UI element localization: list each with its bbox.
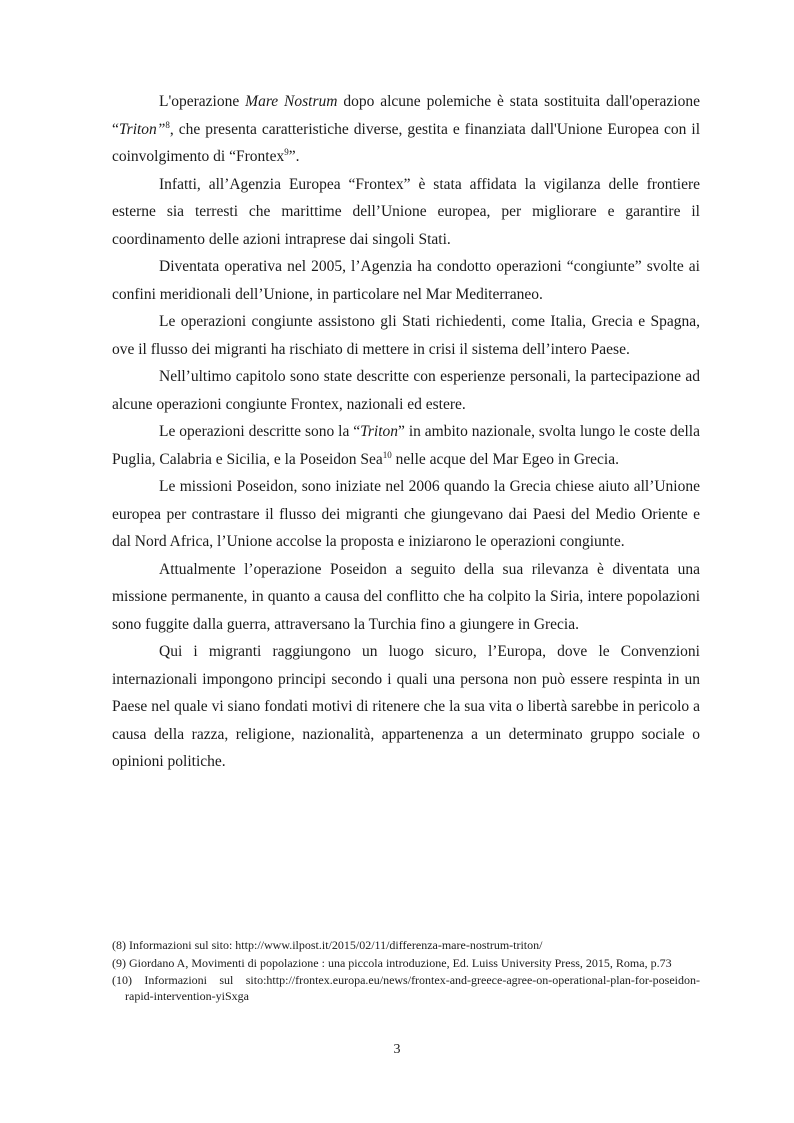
text-run: Nell’ultimo capitolo sono state descritte con esperienze personali, la partecipazione ad alcune operazioni congiunte Frontex, nazionali ed estere.	[112, 368, 700, 413]
paragraph	[112, 88, 700, 171]
footnote-8: (8) Informazioni sul sito: http://www.ilpost.it/2015/02/11/differenza-mare-nostrum-triton/	[112, 938, 543, 952]
paragraph	[112, 556, 700, 639]
text-run: ” in ambito nazionale, svolta lungo le coste della Puglia, Calabria e Sicilia, e la Poseidon Sea	[112, 423, 700, 468]
paragraph	[112, 473, 700, 556]
footnote-ref: 8	[165, 119, 170, 130]
text-run: Diventata operativa nel 2005, l’Agenzia ha condotto operazioni “congiunte” svolte ai confini meridionali dell’Unione, in particolare nel Mar Mediterraneo.	[112, 258, 700, 303]
paragraph	[112, 171, 700, 254]
text-run: nelle acque del Mar Egeo in Grecia.	[391, 450, 619, 468]
text-run: L'operazione	[159, 93, 246, 110]
paragraph	[112, 418, 700, 473]
italic-text: Triton”	[118, 120, 166, 138]
text-run: Qui i migranti raggiungono un luogo sicuro, l’Europa, dove le Convenzioni internazionali impongono principi secondo i quali una persona non può essere respinta in un Paese nel quale vi siano fondati motivi di ritenere che la sua vita o libertà sarebbe in pericolo a causa della razza, religione, nazionalità, appartenenza a un determinato gruppo sociale o opinioni politiche.	[112, 643, 700, 770]
italic-text: Mare Nostrum	[245, 93, 338, 110]
footnote-ref: 9	[284, 146, 289, 157]
text-run: Infatti, all’Agenzia Europea “Frontex” è stata affidata la vigilanza delle frontiere esterne sia terresti che marittime dell’Unione europea, per migliorare e garantire il coordinamento delle azioni intraprese dai singoli Stati.	[112, 175, 700, 248]
footnote-10: (10) Informazioni sul sito:http://frontex.europa.eu/news/frontex-and-greece-agree-on-operational-plan-for-poseidon-rapid-intervention-yiSxga	[112, 973, 700, 1003]
text-run: Le operazioni descritte sono la “	[159, 423, 361, 440]
text-run: Le missioni Poseidon, sono iniziate nel 2006 quando la Grecia chiese aiuto all’Unione europea per contrastare il flusso dei migranti che giungevano dai Paesi del Medio Oriente e dal Nord Africa, l’Unione accolse la proposta e iniziarono le operazioni congiunte.	[112, 478, 700, 550]
text-run: Attualmente l’operazione Poseidon a seguito della sua rilevanza è diventata una missione permanente, in quanto a causa del conflitto che ha colpito la Siria, intere popolazioni sono fuggite dalla guerra, attraversano la Turchia fino a giungere in Grecia.	[112, 560, 700, 633]
text-run: ”.	[288, 148, 300, 165]
paragraph	[112, 253, 700, 308]
paragraph	[112, 308, 700, 363]
paragraph	[112, 363, 700, 418]
page-number: 3	[393, 1042, 401, 1057]
paragraph	[112, 638, 700, 776]
footnote-ref: 10	[382, 449, 392, 460]
italic-text: Triton	[360, 423, 399, 440]
text-run: dopo alcune polemiche è stata sostituita dall'operazione “	[112, 93, 700, 138]
footnotes	[112, 938, 700, 1006]
text-run: , che presenta caratteristiche diverse, gestita e finanziata dall'Unione Europea con il coinvolgimento di “Frontex	[112, 120, 700, 165]
footnote-9: (9) Giordano A, Movimenti di popolazione : una piccola introduzione, Ed. Luiss University Press, 2015, Roma, p.73	[112, 955, 672, 970]
text-run: Le operazioni congiunte assistono gli Stati richiedenti, come Italia, Grecia e Spagna, ove il flusso dei migranti ha rischiato di mettere in crisi il sistema dell’intero Paese.	[112, 313, 700, 358]
body-text	[112, 88, 700, 776]
